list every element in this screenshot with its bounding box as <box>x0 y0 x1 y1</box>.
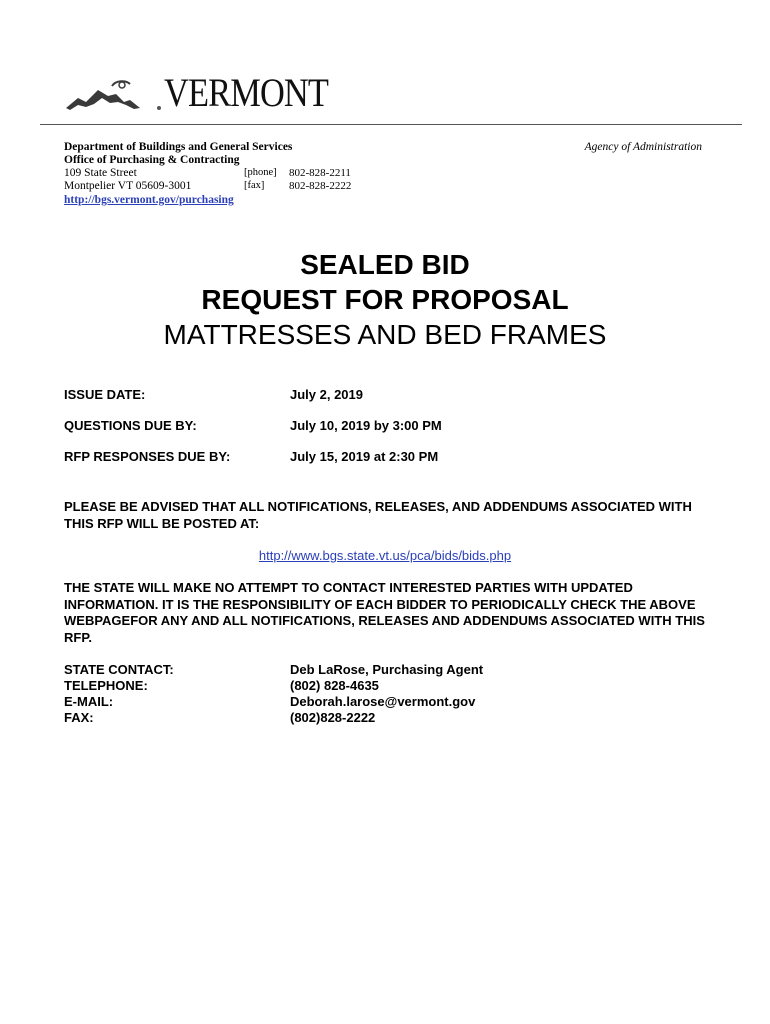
disclaimer-text: THE STATE WILL MAKE NO ATTEMPT TO CONTACT INTERESTED PARTIES WITH UPDATED INFORMATION. IT IS THE RESPONSIBILITY OF EACH BIDDER TO PERIODICALLY CHECK THE ABOVE WEBPAGEFOR ANY AND ALL NOTIFICATIONS, RELEASES AND ADDENDUMS ASSOCIATED WITH THIS RFP. <box>64 580 705 645</box>
fax-contact-value: (802)828-2222 <box>290 710 376 725</box>
telephone-label: TELEPHONE: <box>64 678 148 693</box>
contact-label: STATE CONTACT: <box>64 662 174 677</box>
website-link[interactable]: http://bgs.vermont.gov/purchasing <box>64 194 234 206</box>
contact-name: Deb LaRose, Purchasing Agent <box>290 662 484 677</box>
responses-due-value: July 15, 2019 at 2:30 PM <box>290 449 439 464</box>
address-line2: Montpelier VT 05609-3001 <box>64 180 192 192</box>
posting-url-link[interactable]: http://www.bgs.state.vt.us/pca/bids/bids.php <box>258 548 512 563</box>
mountain-logo-icon <box>64 76 164 114</box>
email-value[interactable]: Deborah.larose@vermont.gov <box>290 694 476 709</box>
email-label: E-MAIL: <box>64 694 114 709</box>
logo-wordmark: VERMONT <box>164 70 329 115</box>
questions-due-label: QUESTIONS DUE BY: <box>64 418 197 433</box>
phone-number: 802-828-2211 <box>289 167 351 179</box>
agency-name: Agency of Administration <box>584 141 702 153</box>
issue-date-label: ISSUE DATE: <box>64 387 146 402</box>
posting-notice: PLEASE BE ADVISED THAT ALL NOTIFICATIONS, RELEASES, AND ADDENDUMS ASSOCIATED WITH THIS RFP WILL BE POSTED AT: <box>64 499 692 531</box>
fax-number: 802-828-2222 <box>289 180 352 192</box>
title-sealed-bid: SEALED BID <box>300 249 470 280</box>
office-name: Office of Purchasing & Contracting <box>64 154 240 166</box>
header-rule <box>40 124 742 125</box>
title-rfp: REQUEST FOR PROPOSAL <box>201 284 569 315</box>
phone-label: [phone] <box>244 167 277 178</box>
responses-due-label: RFP RESPONSES DUE BY: <box>64 449 231 464</box>
questions-due-value: July 10, 2019 by 3:00 PM <box>290 418 442 433</box>
telephone-value: (802) 828-4635 <box>290 678 379 693</box>
vermont-logo <box>64 72 344 114</box>
department-name: Department of Buildings and General Services <box>64 141 293 153</box>
fax-contact-label: FAX: <box>64 710 94 725</box>
fax-label: [fax] <box>244 180 265 191</box>
address-line1: 109 State Street <box>64 167 137 179</box>
title-subject: MATTRESSES AND BED FRAMES <box>163 319 607 350</box>
issue-date-value: July 2, 2019 <box>290 387 363 402</box>
